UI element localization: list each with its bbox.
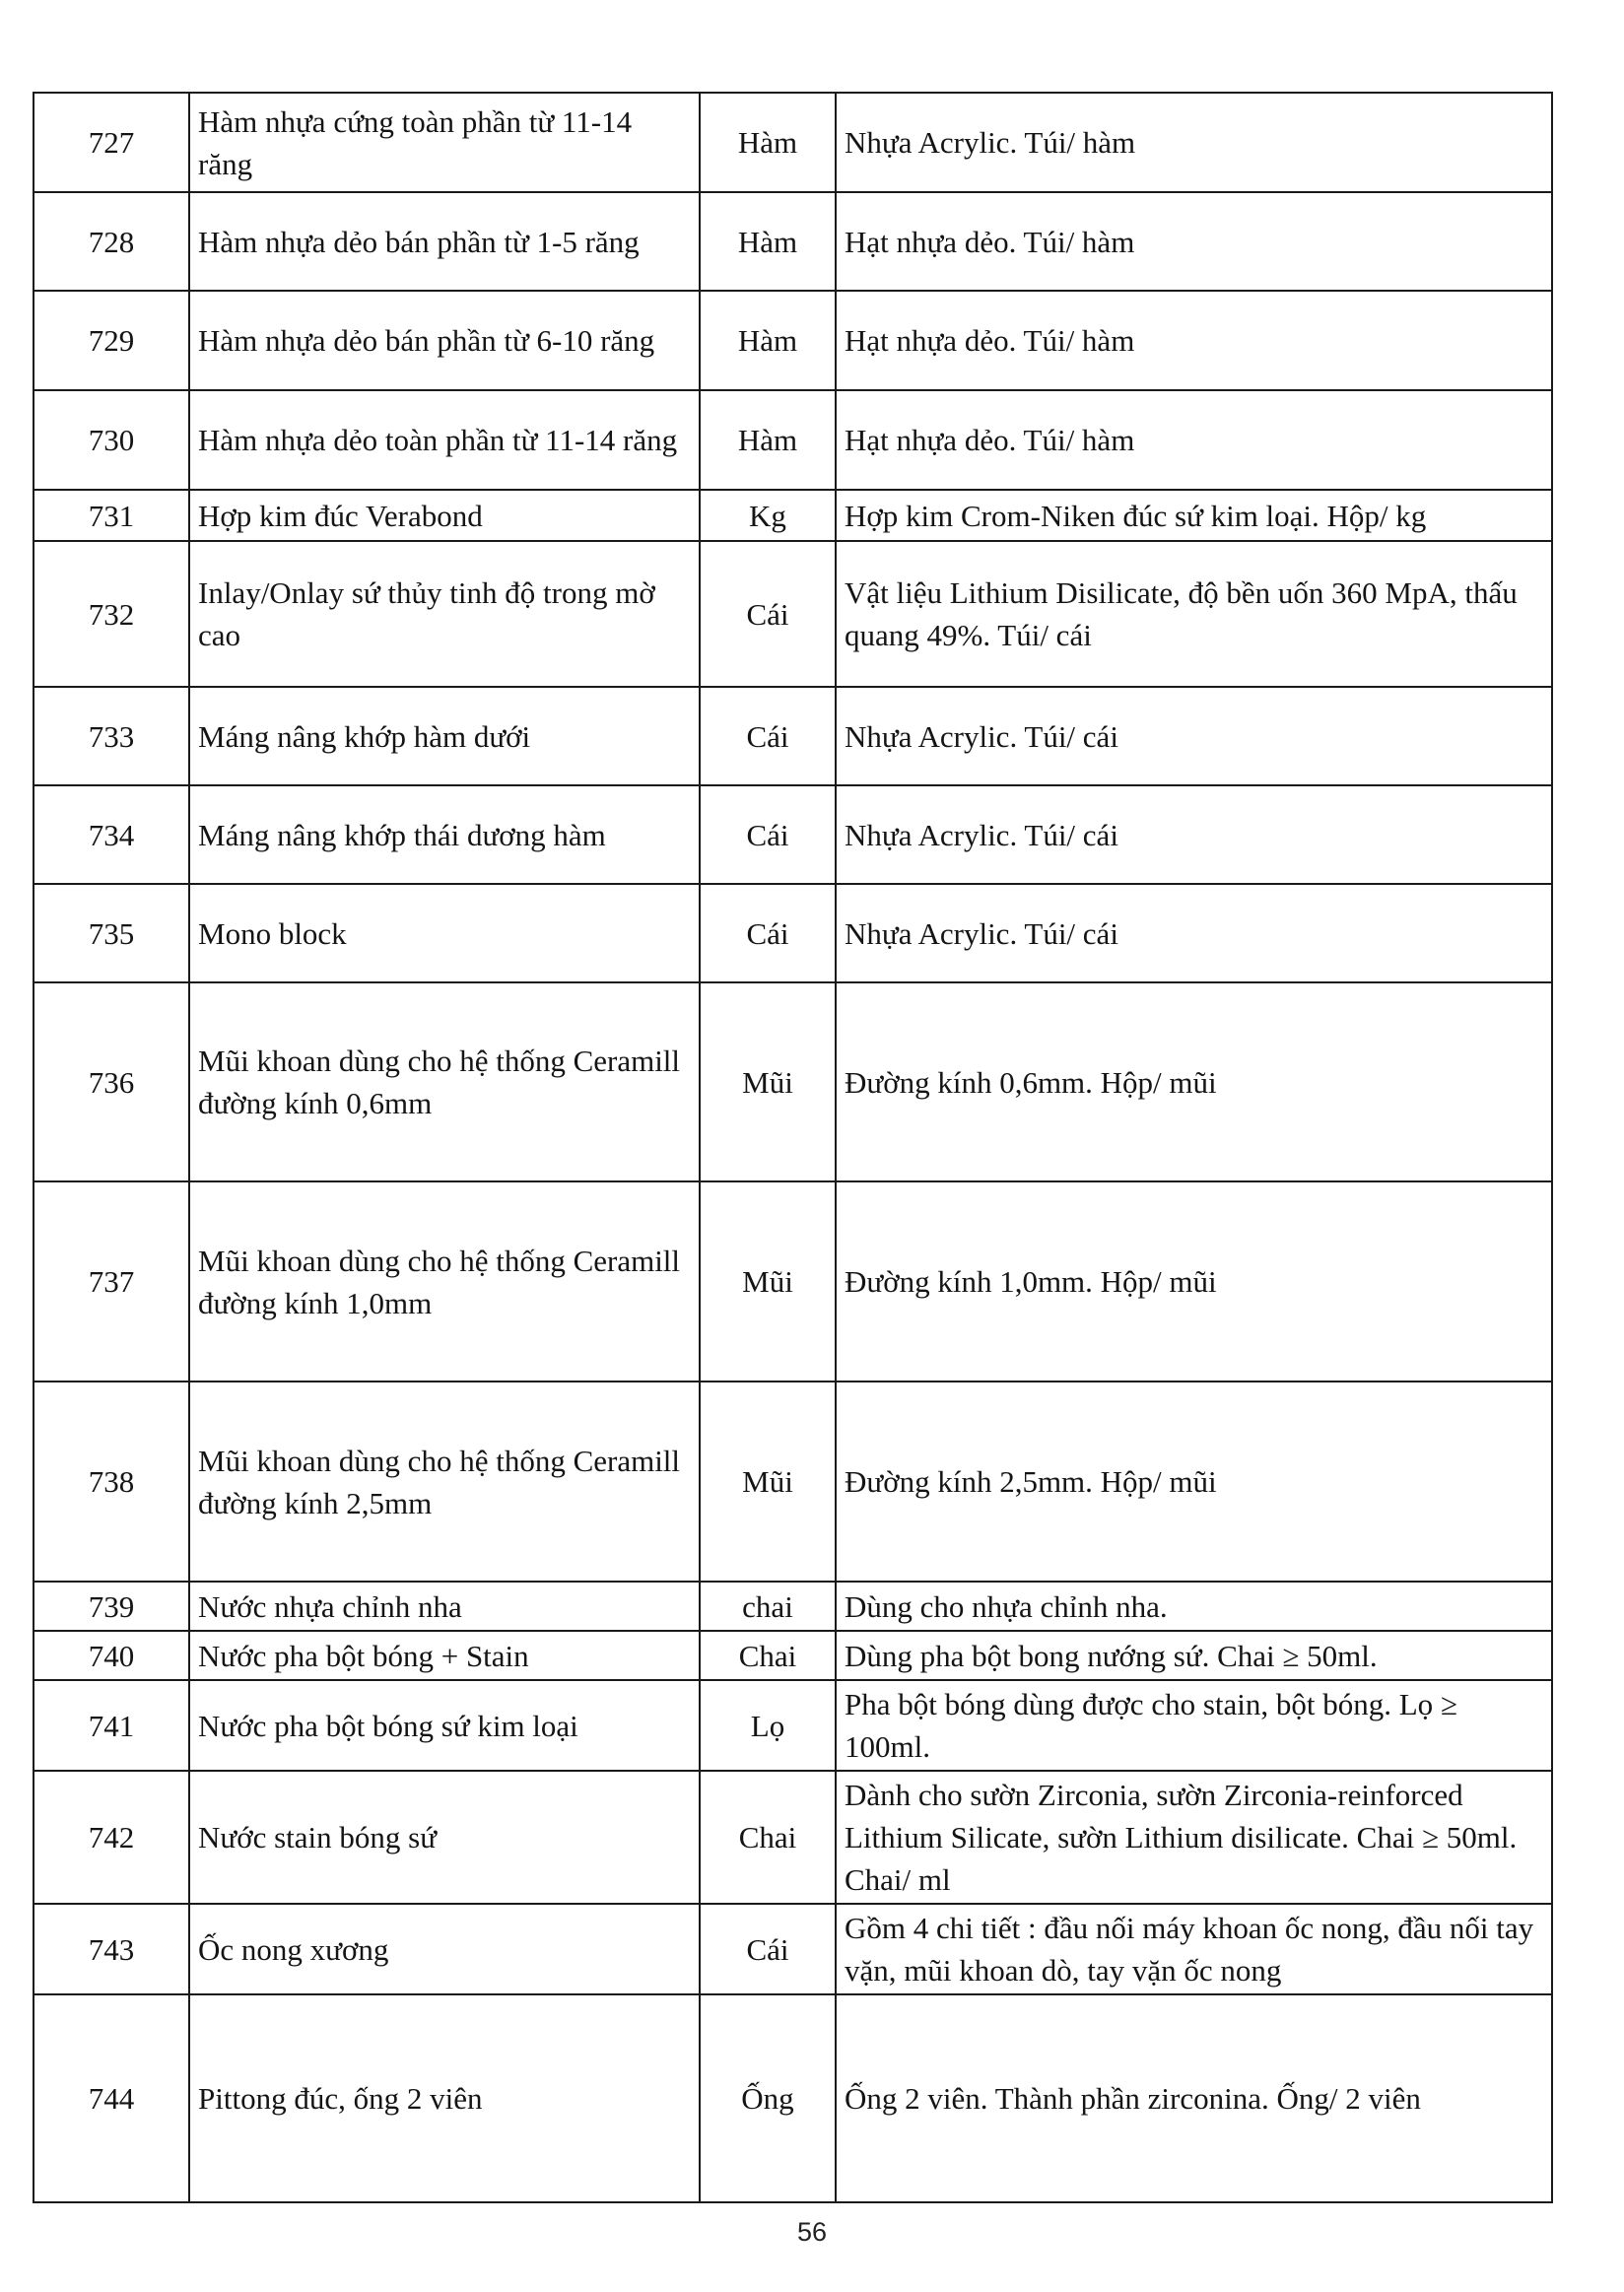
specification-cell: Dùng pha bột bong nướng sứ. Chai ≥ 50ml. [836,1631,1552,1680]
item-name-cell: Hàm nhựa cứng toàn phần từ 11-14 răng [189,93,700,192]
row-number-cell: 743 [34,1904,189,1994]
row-number-cell: 744 [34,1994,189,2202]
specification-cell: Ống 2 viên. Thành phần zirconina. Ống/ 2 viên [836,1994,1552,2202]
table-row [34,1582,1552,1631]
row-number-cell: 741 [34,1680,189,1771]
specification-cell: Nhựa Acrylic. Túi/ cái [836,687,1552,785]
item-name-cell: Mũi khoan dùng cho hệ thống Ceramill đường kính 2,5mm [189,1382,700,1582]
unit-cell: Lọ [700,1680,836,1771]
specification-cell: Nhựa Acrylic. Túi/ cái [836,884,1552,982]
item-name-cell: Mũi khoan dùng cho hệ thống Ceramill đường kính 0,6mm [189,982,700,1181]
item-name-cell: Máng nâng khớp thái dương hàm [189,785,700,884]
row-number-cell: 731 [34,490,189,541]
table-row [34,1994,1552,2202]
specification-cell: Pha bột bóng dùng được cho stain, bột bóng. Lọ ≥ 100ml. [836,1680,1552,1771]
item-name-cell: Nước pha bột bóng sứ kim loại [189,1680,700,1771]
unit-cell: Cái [700,884,836,982]
row-number-cell: 739 [34,1582,189,1631]
specification-cell: Hạt nhựa dẻo. Túi/ hàm [836,291,1552,390]
specification-cell: Nhựa Acrylic. Túi/ cái [836,785,1552,884]
table-row [34,490,1552,541]
row-number-cell: 737 [34,1181,189,1382]
table-row [34,982,1552,1181]
specification-cell: Nhựa Acrylic. Túi/ hàm [836,93,1552,192]
item-name-cell: Hàm nhựa dẻo toàn phần từ 11-14 răng [189,390,700,490]
row-number-cell: 730 [34,390,189,490]
specification-cell: Gồm 4 chi tiết : đầu nối máy khoan ốc nong, đầu nối tay vặn, mũi khoan dò, tay vặn ốc nong [836,1904,1552,1994]
unit-cell: Chai [700,1631,836,1680]
specification-cell: Vật liệu Lithium Disilicate, độ bền uốn 360 MpA, thấu quang 49%. Túi/ cái [836,541,1552,687]
row-number-cell: 732 [34,541,189,687]
table-row [34,1904,1552,1994]
item-name-cell: Nước stain bóng sứ [189,1771,700,1904]
unit-cell: Mũi [700,1382,836,1582]
unit-cell: Cái [700,785,836,884]
unit-cell: Mũi [700,1181,836,1382]
table-row [34,1771,1552,1904]
table-row [34,192,1552,291]
unit-cell: Ống [700,1994,836,2202]
row-number-cell: 733 [34,687,189,785]
table-row [34,1680,1552,1771]
specification-cell: Dùng cho nhựa chỉnh nha. [836,1582,1552,1631]
materials-table [33,92,1553,2203]
item-name-cell: Mono block [189,884,700,982]
row-number-cell: 740 [34,1631,189,1680]
table-row [34,93,1552,192]
item-name-cell: Hàm nhựa dẻo bán phần từ 6-10 răng [189,291,700,390]
item-name-cell: Pittong đúc, ống 2 viên [189,1994,700,2202]
row-number-cell: 742 [34,1771,189,1904]
item-name-cell: Hàm nhựa dẻo bán phần từ 1-5 răng [189,192,700,291]
specification-cell: Hạt nhựa dẻo. Túi/ hàm [836,390,1552,490]
row-number-cell: 734 [34,785,189,884]
item-name-cell: Máng nâng khớp hàm dưới [189,687,700,785]
item-name-cell: Nước nhựa chỉnh nha [189,1582,700,1631]
item-name-cell: Ốc nong xương [189,1904,700,1994]
page-number: 56 [796,2217,828,2247]
table-row [34,390,1552,490]
item-name-cell: Inlay/Onlay sứ thủy tinh độ trong mờ cao [189,541,700,687]
specification-cell: Đường kính 1,0mm. Hộp/ mũi [836,1181,1552,1382]
table-row [34,785,1552,884]
table-row [34,1631,1552,1680]
specification-cell: Hạt nhựa dẻo. Túi/ hàm [836,192,1552,291]
unit-cell: Kg [700,490,836,541]
row-number-cell: 728 [34,192,189,291]
unit-cell: Hàm [700,390,836,490]
unit-cell: chai [700,1582,836,1631]
table-row [34,884,1552,982]
table-row [34,291,1552,390]
row-number-cell: 738 [34,1382,189,1582]
unit-cell: Cái [700,687,836,785]
table-row [34,1382,1552,1582]
item-name-cell: Hợp kim đúc Verabond [189,490,700,541]
unit-cell: Hàm [700,291,836,390]
item-name-cell: Nước pha bột bóng + Stain [189,1631,700,1680]
specification-cell: Hợp kim Crom-Niken đúc sứ kim loại. Hộp/ kg [836,490,1552,541]
unit-cell: Cái [700,1904,836,1994]
row-number-cell: 727 [34,93,189,192]
unit-cell: Cái [700,541,836,687]
specification-cell: Đường kính 2,5mm. Hộp/ mũi [836,1382,1552,1582]
row-number-cell: 736 [34,982,189,1181]
table-row [34,1181,1552,1382]
unit-cell: Hàm [700,93,836,192]
table-row [34,687,1552,785]
unit-cell: Mũi [700,982,836,1181]
row-number-cell: 729 [34,291,189,390]
materials-table-body [34,93,1552,2202]
table-row [34,541,1552,687]
row-number-cell: 735 [34,884,189,982]
unit-cell: Hàm [700,192,836,291]
item-name-cell: Mũi khoan dùng cho hệ thống Ceramill đường kính 1,0mm [189,1181,700,1382]
specification-cell: Dành cho sườn Zirconia, sườn Zirconia-reinforced Lithium Silicate, sườn Lithium disilicate. Chai ≥ 50ml. Chai/ ml [836,1771,1552,1904]
unit-cell: Chai [700,1771,836,1904]
specification-cell: Đường kính 0,6mm. Hộp/ mũi [836,982,1552,1181]
